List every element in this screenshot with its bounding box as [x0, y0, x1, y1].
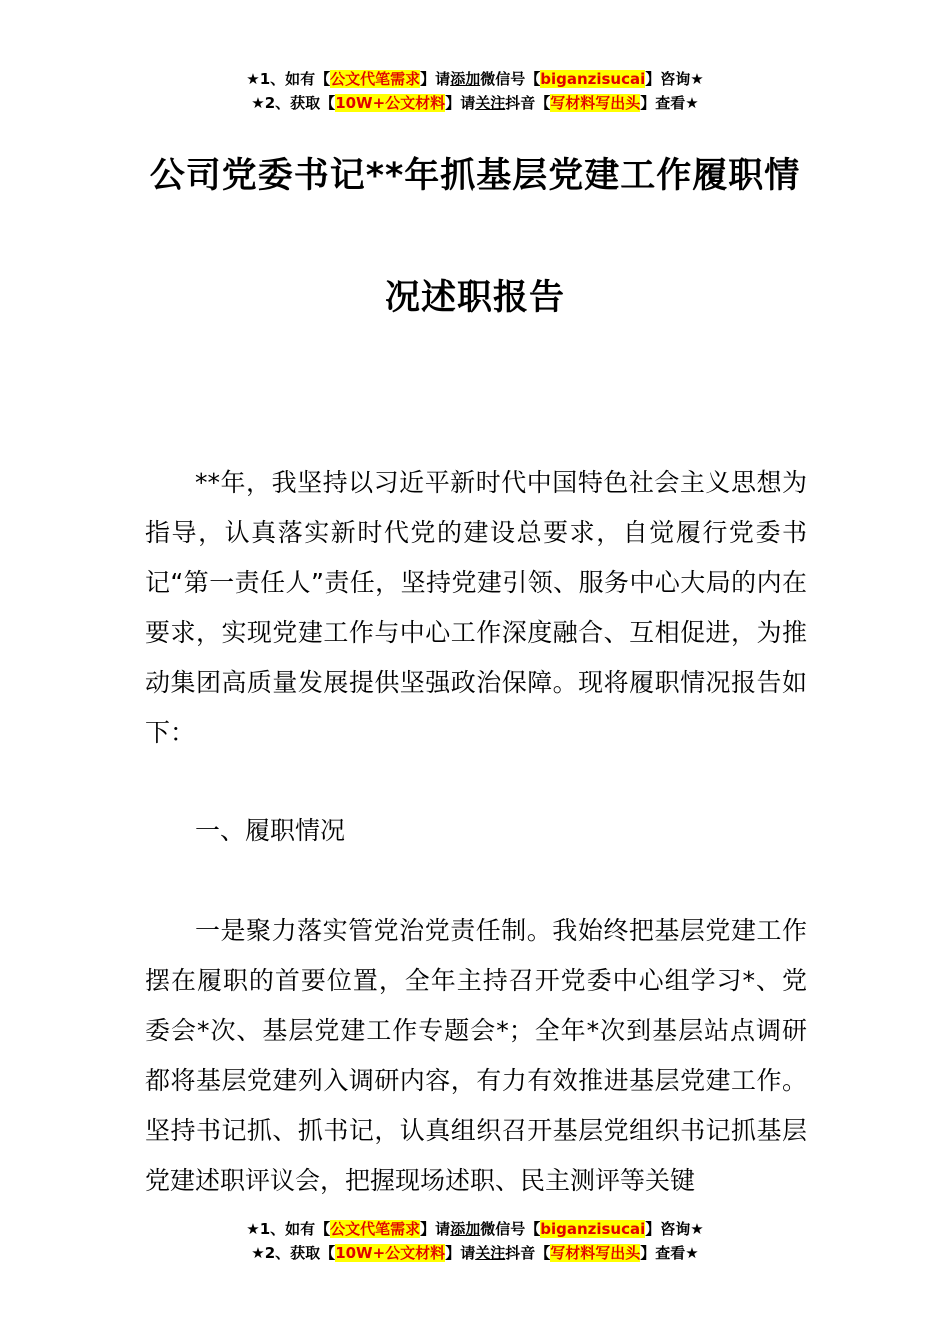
banner-line-2: ★2、获取【10W+公文材料】请关注抖音【写材料写出头】查看★: [251, 1244, 699, 1262]
document-title-line-1: 公司党委书记**年抓基层党建工作履职情: [149, 156, 801, 196]
section-paragraph: 一是聚力落实管党治党责任制。我始终把基层党建工作摆在履职的首要位置，全年主持召开党委中心组学习*、党委会*次、基层党建工作专题会*；全年*次到基层站点调研都将基层党建列入调研内容，有力有效推进基层党建工作。坚持书记抓、抓书记，认真组织召开基层党组织书记抓基层党建述职评议会，把握现场述职、民主测评等关键: [145, 916, 807, 1195]
highlight-materials: 10W+公文材料: [335, 94, 446, 112]
highlight-materials: 10W+公文材料: [335, 1244, 446, 1262]
document-title-line-2: 况述职报告: [384, 278, 565, 318]
banner-line-1: ★1、如有【公文代笔需求】请添加微信号【biganzisucai】咨询★: [246, 70, 704, 88]
highlight-douyin-account: 写材料写出头: [550, 1244, 641, 1262]
intro-paragraph: **年，我坚持以习近平新时代中国特色社会主义思想为指导，认真落实新时代党的建设总要求，自觉履行党委书记“第一责任人”责任，坚持党建引领、服务中心大局的内在要求，实现党建工作与中心工作深度融合、互相促进，为推动集团高质量发展提供坚强政治保障。现将履职情况报告如下：: [145, 468, 807, 747]
bottom-banner: [0, 1217, 950, 1265]
highlight-wechat-id: biganzisucai: [540, 1220, 646, 1238]
highlight-service: 公文代笔需求: [330, 70, 421, 88]
highlight-service: 公文代笔需求: [330, 1220, 421, 1238]
highlight-douyin-account: 写材料写出头: [550, 94, 641, 112]
banner-line-1: ★1、如有【公文代笔需求】请添加微信号【biganzisucai】咨询★: [246, 1220, 704, 1238]
section-heading: 一、履职情况: [195, 816, 346, 845]
banner-line-2: ★2、获取【10W+公文材料】请关注抖音【写材料写出头】查看★: [251, 94, 699, 112]
highlight-wechat-id: biganzisucai: [540, 70, 646, 88]
